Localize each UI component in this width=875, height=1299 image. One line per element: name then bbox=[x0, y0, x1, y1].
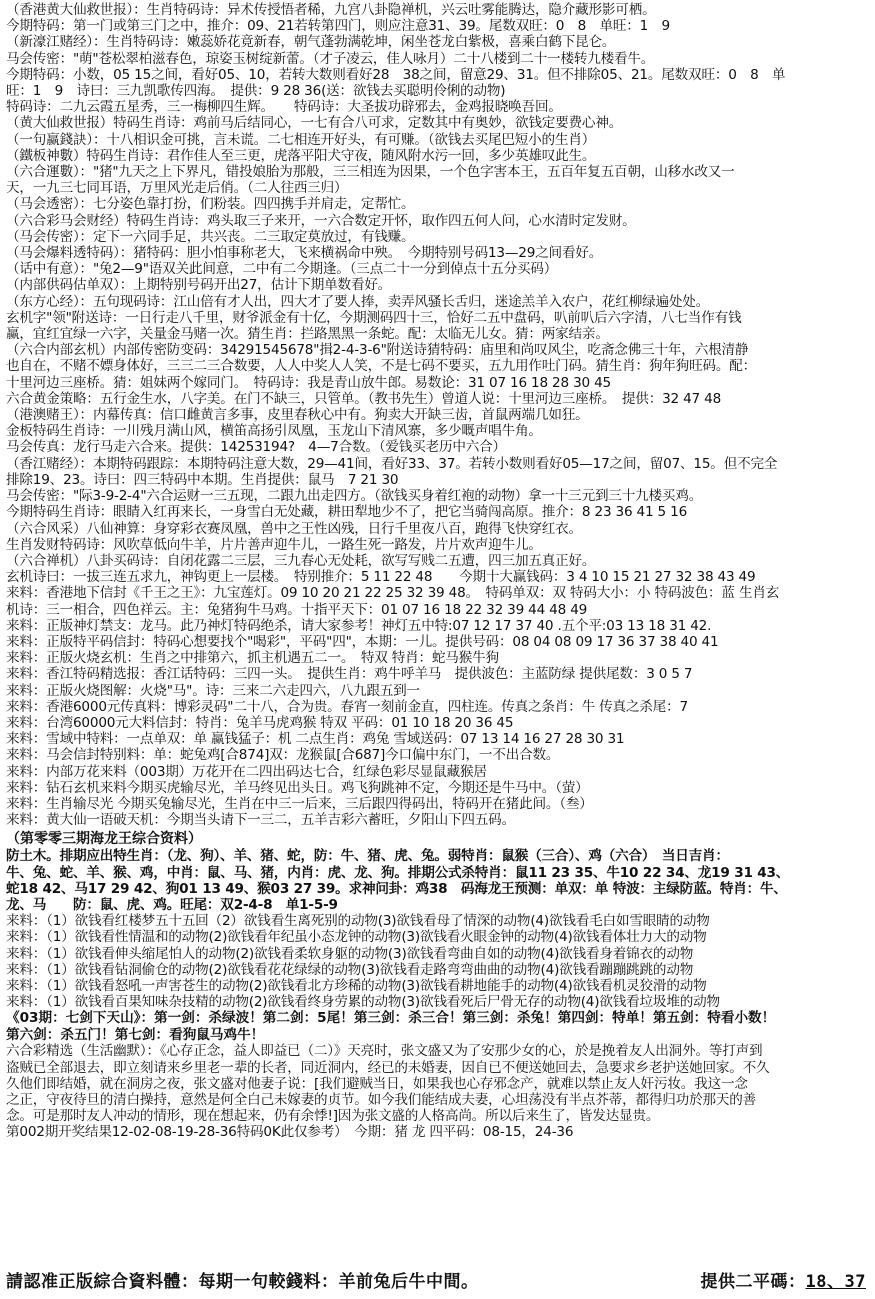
footer-slogan: 請認准正版綜合資料體：每期一句較錢料：羊前兔后牛中間。 bbox=[6, 1272, 479, 1292]
text-line: 排除19、23。诗曰：四三特码中本期。生肖提供：鼠马 7 21 30 bbox=[6, 471, 399, 488]
text-line: （鐵板神數）特码生肖诗：君作佳人至三更，虎落平阳犬守夜，随风附水污一回，多少英雄叹此生。 bbox=[6, 147, 596, 164]
text-line: 来料：生肖输尽光 今期买兔输尽光，生肖在中三一后来，三后跟四得码出，特码开在猪此间。（叁） bbox=[6, 795, 593, 812]
prediction-block bbox=[6, 848, 870, 913]
footer-flat-codes bbox=[701, 1268, 866, 1296]
text-line: （内部供码估单双）：上期特别号码开出27，估计下期单数看好。 bbox=[6, 277, 392, 294]
seven-swords-line: 《03期：七剑下天山》：第一剑：杀绿波！第二剑：5尾！第三剑：杀三合！第三剑：杀兔！第四剑：特单！第五剑：特看小数！ bbox=[6, 1010, 776, 1027]
prediction-line: 防土木。排期应出特生肖：（龙、狗）、羊、猪、蛇，防：牛、猪、虎、兔。弱特肖：鼠猴（三合）、鸡（六合） 当日吉肖： bbox=[6, 848, 729, 865]
text-line: （六合禅机）八卦买码诗：自闭花露二三层，三九春心无处耗，欲写写贱二五遭，四三加五真正好。 bbox=[6, 552, 596, 569]
footer-flat-codes-numbers: 18、37 bbox=[805, 1272, 866, 1292]
text-line: 来料：香港6000元传真料：博彩灵码"二十八，合为贵。春宵一刻前金直，四柱连。传真之条肖：牛 传真之杀尾：7 bbox=[6, 698, 688, 715]
text-line: （黄大仙救世报）特码生肖诗：鸡前马后结同心，一七有合八可求，定数其中有奥妙，欲钱定要费心神。 bbox=[6, 115, 623, 132]
wish-line: 来料：（1）欲钱看性情温和的动物(2)欲钱看年纪虽小态龙钟的动物(3)欲钱看火眼金钟的动物(4)欲钱看体壮力大的动物 bbox=[6, 929, 707, 946]
text-line: 六合黄金策略：五行金生水，八字美。在门不缺三，只管单。（教书先生）曾道人说：十里河边三座桥。 提供：32 47 48 bbox=[6, 390, 722, 407]
text-line: 来料：台湾60000元大料信封：特肖：兔羊马虎鸡猴 特双 平码：01 10 18 20 36 45 bbox=[6, 714, 514, 731]
text-line: （话中有意）："兔2—9"语双关此间意，二中有二今期逢。（三点二十一分到倬点十五分买码） bbox=[6, 261, 558, 278]
text-line: 十里河边三座桥。猜：姐妹两个嫁同门。 特码诗：我是青山放牛郎。易数论：31 07 16 18 28 30 45 bbox=[6, 374, 611, 391]
text-line: 赢，宜红宜绿一六字，关量金马赌一次。猜生肖：拦路黑黑一条蛇。配：太临无儿女。猜：两家结亲。 bbox=[6, 326, 609, 343]
wish-line: 来料：（1）欲钱看怒吼一声害苍生的动物(2)欲钱看北方珍稀的动物(3)欲钱看耕地能手的动物(4)欲钱看机灵狡滑的动物 bbox=[6, 977, 707, 994]
text-line: 来料：正版神灯禁支：龙马。此乃神灯特码绝杀，请大家参考！神灯五中特:07 12 17 37 40 .五个平:03 13 18 31 42. bbox=[6, 617, 712, 634]
prediction-line: 龙、马 防：鼠、虎、鸡。旺尾：双2-4-8 单1-5-9 bbox=[6, 896, 338, 913]
top-text-block bbox=[6, 2, 870, 828]
text-line: （香港黄大仙救世报）：生肖特码诗：异术传授悟者稀，九宫八卦隐禅机，兴云吐雾能腾达，隐介藏形影可栖。 bbox=[6, 2, 656, 18]
text-line: 来料：正版火烧图解：火烧"马"。诗：三来二六走四六，八九跟五到一 bbox=[6, 682, 420, 699]
story-block bbox=[6, 1043, 870, 1124]
text-line: 天，一九三七同耳语，万里风光走后俏。（二人往西三归） bbox=[6, 180, 348, 197]
result-line-block bbox=[6, 1124, 870, 1140]
text-line: （新濠江赌经）：生肖特码诗：嫩蕊娇花竟新春，朝气蓬勃满乾坤，闲坐苍龙白紫极，喜乘白鹤下昆仑。 bbox=[6, 34, 616, 51]
text-line: （六合運數）："猪"九天之上下界凡，错投娘胎为那般，三三相连为因果，一个色字害本王，五百年复五百朝，山移水改又一 bbox=[6, 164, 735, 181]
story-line: 盗贼已全部退去，即立刻请来乡里老一辈的长者，同近洞内，经已的未婚妻，因自已不便送她回去，急要求乡老护送她回家。不久 bbox=[6, 1059, 770, 1076]
story-line: 念。可是那时友人冲动的情形，现在想起来，仍有余悸!]因为张文盛的人格高尚。所以后来生了，皆发达显贵。 bbox=[6, 1108, 660, 1125]
text-line: 旺：1 9 诗曰：三九凯歌传四海。 提供：9 28 36(送：欲钱去买聪明伶俐的动物) bbox=[6, 83, 506, 100]
text-line: 今期特码：第一门或第三门之中，推介：09、21若转第四门，则应注意31、39。尾数双旺：0 8 单旺：1 9 bbox=[6, 18, 670, 35]
story-line: 久他们即结婚，就在洞房之夜，张文盛对他妻子说：[我们避贼当日，如果我也心存邪念产，就难以禁止友人奸污妆。我这一念 bbox=[6, 1075, 748, 1092]
text-line: 马会传密："际3-9-2-4"六合运财一三五现，二跟九出走四方。（欲钱买身着红袍的动物）拿一十三元到三十九楼买鸡。 bbox=[6, 488, 703, 505]
text-line: （马会传密）：定下一六同手足，共兴丧。二三取定莫放过，有钱赚。 bbox=[6, 228, 415, 245]
text-line: 也自在，不赌不嫖身体好，三三二三合数要，人人中奖人人笑，不是七码不要买，五九用作吐门码。猜生肖：狗年狗旺码。配： bbox=[6, 358, 757, 375]
wish-line: 来料：（1）欲钱看红楼梦五十五回（2）欲钱看生离死别的动物(3)欲钱看母了情深的动物(4)欲钱看毛白如雪眼睛的动物 bbox=[6, 913, 710, 930]
footer-bar bbox=[6, 1268, 870, 1296]
text-line: 来料：正版火烧玄机：生肖之中排第六，抓主机遇五二一。 特双 特肖：蛇马猴牛狗 bbox=[6, 650, 499, 667]
result-line: 第002期开奖结果12-02-08-19-28-36特码0K此仅参考） 今期：猪 龙 四平码：08-15，24-36 bbox=[6, 1124, 574, 1141]
text-line: 来料：马会信封特别料：单：蛇兔鸡[合874]双：龙猴鼠[合687]今口偏中东门，一不出合数。 bbox=[6, 747, 560, 764]
text-line: 玄机诗曰：一拔三连五求九，神钩更上一层楼。 特别推介：5 11 22 48 今期十大赢钱码：3 4 10 15 21 27 32 38 43 49 bbox=[6, 569, 756, 586]
text-line: 金板特码生肖诗：一川残月满山风，横笛高扬引凤凰，玉龙山下清风寨，多少嘅声唱牛角。 bbox=[6, 423, 542, 440]
text-line: 来料：正版特平码信封：特码心想要找个"喝彩"，平码"四"，本期：一儿。提供号码：08 04 08 09 17 36 37 38 40 41 bbox=[6, 633, 719, 650]
text-line: 来料：雪域中特料：一点单双：单 赢钱猛子：机 二点生肖：鸡兔 雪域送码：07 13 14 16 27 28 30 31 bbox=[6, 731, 625, 748]
text-line: 特码诗：二九云霞五星秀，三一梅柳四生辉。 特码诗：大圣拔功辟邪去，金鸡报晓唤吾回。 bbox=[6, 99, 562, 116]
text-line: （六合风采）八仙神算：身穿彩衣赛凤凰，兽中之王性凶残，日行千里夜八百，跑得飞快穿红衣。 bbox=[6, 520, 582, 537]
prediction-line: 牛、兔、蛇、羊、猴、鸡，中肖：鼠、马、猪，内肖：虎、龙、狗。排期公式杀特肖：鼠11 23 35、牛10 22 34、龙19 31 43、 bbox=[6, 864, 790, 881]
text-line: （马会爆料透特码）：猪特码：胆小怕事称老大，飞来横祸命中殃。 今期特别号码13—29之间看好。 bbox=[6, 245, 603, 262]
text-line: 机诗：三一相合，四色祥云。主：兔猪狗牛马鸡。十指平天下：01 07 16 18 22 32 39 44 48 49 bbox=[6, 601, 588, 618]
wish-line: 来料：（1）欲钱看钻洞偷仓的动物(2)欲钱看花花绿绿的动物(3)欲钱看走路弯弯曲曲的动物(4)欲钱看蹦蹦跳跳的动物 bbox=[6, 961, 694, 978]
text-line: （香江赌经）：本期特码跟踪：本期特码注意大数，29—41间，看好33、37。若转小数则看好05—17之间，留07、15。但不完全 bbox=[6, 455, 778, 472]
newspaper-page bbox=[6, 2, 870, 1296]
text-line: 生肖发财特码诗：风吹草低向牛羊，片片善声迎牛儿，一路生死一路发，片片欢声迎牛儿。 bbox=[6, 536, 542, 553]
prediction-line: 蛇18 42、马17 29 42、狗01 13 49、猴03 27 39。求神问卦：鸡38 码海龙王预测：单双：单 特波：主绿防蓝。特肖：牛、 bbox=[6, 880, 787, 897]
wish-lines-block bbox=[6, 913, 870, 1010]
text-line: （马会透密）：七分姿色靠打扮，们粉装。四四携手并肩走，定帮忙。 bbox=[6, 196, 415, 213]
text-line: 来料：钻石玄机来料今期买虎输尽光，羊马终见出头日。鸡飞狗跳神不定，今期还是牛马中。（萤） bbox=[6, 779, 589, 796]
text-line: （一句赢錢訣）：十八相识金可挑，言未谎。二七相连开好头，有可赚。（欲钱去买尾巴短小的生肖） bbox=[6, 131, 596, 148]
text-line: 今期特码：小数，05 15之间，看好05、10，若转大数则看好28 38之间，留意29、31。但不排除05、21。尾数双旺：0 8 单 bbox=[6, 66, 786, 83]
text-line: （六合内部玄机）内部传密防变码：34291545678"揖2-4-3-6"附送诗猜特码：庙里和尚叹风尘，吃斋念佛三十年，六根清静 bbox=[6, 342, 749, 359]
wish-line: 来料：（1）欲钱看伸头缩尾怕人的动物(2)欲钱看柔软身躯的动物(3)欲钱看弯曲自如的动物(4)欲钱看身着锦衣的动物 bbox=[6, 945, 694, 962]
text-line: 来料：香港地下信封《千王之王》：九宝莲灯。09 10 20 21 22 25 32 39 48。 特码单双：双 特码大小：小 特码波色：蓝 生肖玄 bbox=[6, 585, 780, 602]
text-line: 今期特码生肖诗：眼睛入红再来长，一身雪白无处藏，耕田犁地少不了，把它当骑闯高原。推介：8 23 36 41 5 16 bbox=[6, 504, 688, 521]
footer-flat-codes-label: 提供二平碼： bbox=[700, 1272, 806, 1292]
text-line: 马会传真：龙行马走六合来。提供：14253194? 4—7合数。（爱钱买老历中六合） bbox=[6, 439, 506, 456]
text-line: 来料：黄大仙一语破天机：今期当头请下一三二，五羊吉彩六蓄旺，夕阳山下四五码。 bbox=[6, 812, 515, 829]
text-line: （六合彩马会财经）特码生肖诗：鸡头取三子来开，一六合数定开怀，取作四五何人问，心水清时定发财。 bbox=[6, 212, 636, 229]
seven-swords-line: 第六剑：杀五门！第七剑：看狗鼠马鸡牛！ bbox=[6, 1026, 265, 1043]
wish-line: 来料：（1）欲钱看百果知味杂技精的动物(2)欲钱看终身劳累的动物(3)欲钱看死后尸骨无存的动物(4)欲钱看垃圾堆的动物 bbox=[6, 994, 720, 1011]
text-line: 来料：香江特码精选报：香江话特码：三四一头。 提供生肖：鸡牛呼羊马 提供波色：主蓝防绿 提供尾数：3 0 5 7 bbox=[6, 666, 693, 683]
section-title: （第零零三期海龙王综合资料） bbox=[6, 831, 202, 848]
text-line: 马会传密："萌"苍松翠柏滋春色，琼姿玉树绽新蕾。（才子凌云，佳人咏月）二十八楼到二十一楼转九楼看牛。 bbox=[6, 50, 655, 67]
text-line: （东方心经）：五句现码诗：江山倍有才人出，四大才了要人捧，卖弄风骚长舌归，迷途羔羊入农户，花红柳绿遍处处。 bbox=[6, 293, 710, 310]
story-line: 六合彩精选（生活幽默）：《心存正念，益人即益已（二）》天亮时，张文盛又为了安那少女的心，於是挽着友人出洞外。等打声到 bbox=[6, 1043, 763, 1060]
seven-swords-block bbox=[6, 1010, 870, 1043]
text-line: 来料：内部万花来料（003期）万花开在二四出码达七合，红绿色彩尽显鼠藏猴居 bbox=[6, 763, 487, 780]
story-line: 之正，守夜待旦的清白操持，意然是何全白己未嫁妻的贞节。如今我们能结成夫妻，心坦荡没有半点芥蒂，都得归功於那天的善 bbox=[6, 1092, 757, 1108]
text-line: （港澳赌王）：内幕传真：信口雌黄言多事，皮里春秋心中有。狗卖大开缺三齿，首鼠两端几如狂。 bbox=[6, 407, 589, 424]
text-line: 玄机字"领"附送诗：一日行走八千里，财爷派金有十亿，今期测码四十三，恰好二五中盘码，叭前叭后六字清，八七当作有钱 bbox=[6, 309, 742, 326]
